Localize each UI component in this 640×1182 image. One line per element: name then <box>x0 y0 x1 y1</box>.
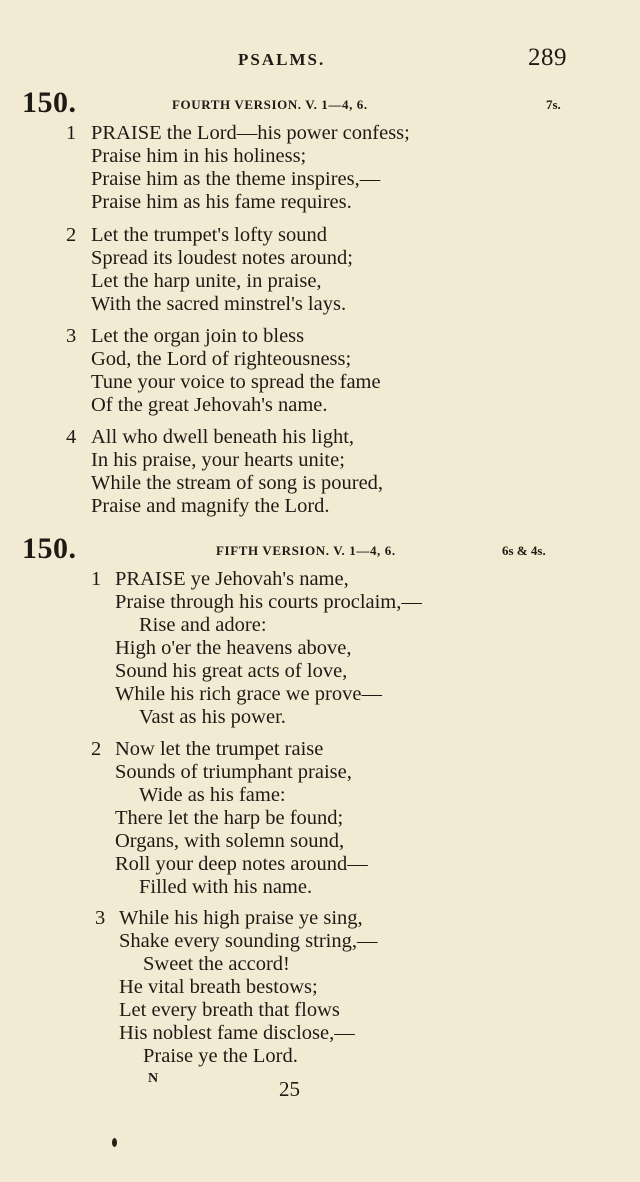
verse-line: While the stream of song is poured, <box>91 472 384 494</box>
verse-line: God, the Lord of righteousness; <box>91 348 352 370</box>
ink-speck <box>112 1138 117 1147</box>
verse-line: Sweet the accord! <box>143 953 290 975</box>
stanza-number: 2 <box>66 224 77 246</box>
verse-line: Roll your deep notes around— <box>115 853 368 875</box>
verse-line: Rise and adore: <box>139 614 267 636</box>
verse-line: Vast as his power. <box>139 706 286 728</box>
verse-line: While his rich grace we prove— <box>115 683 382 705</box>
verse-line: Filled with his name. <box>139 876 313 898</box>
verse-line: He vital breath bestows; <box>119 976 318 998</box>
verse-line: Let every breath that flows <box>119 999 340 1021</box>
verse-line: PRAISE ye Jehovah's name, <box>115 568 349 590</box>
verse-line: Wide as his fame: <box>139 784 286 806</box>
version-title: FIFTH VERSION. V. 1—4, 6. <box>216 543 396 558</box>
verse-line: High o'er the heavens above, <box>115 637 352 659</box>
verse-line: Tune your voice to spread the fame <box>91 371 381 393</box>
page-number: 289 <box>528 44 567 71</box>
verse-line: Praise and magnify the Lord. <box>91 495 330 517</box>
psalm-number: 150. <box>22 86 77 119</box>
stanza-number: 3 <box>66 325 77 347</box>
psalm-number: 150. <box>22 532 77 565</box>
verse-line: Praise him in his holiness; <box>91 145 307 167</box>
running-header <box>0 44 640 74</box>
verse-line: With the sacred minstrel's lays. <box>91 293 347 315</box>
meter-label: 6s & 4s. <box>502 543 546 558</box>
stanza-number: 1 <box>91 568 102 590</box>
verse-line: Of the great Jehovah's name. <box>91 394 328 416</box>
version-title: FOURTH VERSION. V. 1—4, 6. <box>172 97 368 112</box>
verse-line: Now let the trumpet raise <box>115 738 324 760</box>
hymn-heading <box>0 532 640 566</box>
verse-line: Praise him as his fame requires. <box>91 191 352 213</box>
stanza-number: 3 <box>95 907 106 929</box>
folio-number: 25 <box>279 1077 300 1101</box>
verse-line: Praise ye the Lord. <box>143 1045 298 1067</box>
verse-line: While his high praise ye sing, <box>119 907 363 929</box>
verse-line: Praise through his courts proclaim,— <box>115 591 422 613</box>
stanza-number: 2 <box>91 738 102 760</box>
verse-line: Sounds of triumphant praise, <box>115 761 352 783</box>
verse-line: Sound his great acts of love, <box>115 660 348 682</box>
verse-line: Spread its loudest notes around; <box>91 247 353 269</box>
stanza-number: 1 <box>66 122 77 144</box>
verse-line: There let the harp be found; <box>115 807 344 829</box>
meter-label: 7s. <box>546 97 561 112</box>
verse-line: Let the trumpet's lofty sound <box>91 224 327 246</box>
signature-mark: N <box>148 1071 159 1086</box>
verse-line: All who dwell beneath his light, <box>91 426 355 448</box>
verse-line: Praise him as the theme inspires,— <box>91 168 381 190</box>
verse-line: His noblest fame disclose,— <box>119 1022 355 1044</box>
running-title: PSALMS. <box>238 50 326 69</box>
verse-line: Organs, with solemn sound, <box>115 830 345 852</box>
stanza-number: 4 <box>66 426 77 448</box>
verse-line: Let the organ join to bless <box>91 325 305 347</box>
verse-line: Shake every sounding string,— <box>119 930 378 952</box>
verse-line: PRAISE the Lord—his power confess; <box>91 122 410 144</box>
verse-line: Let the harp unite, in praise, <box>91 270 322 292</box>
verse-line: In his praise, your hearts unite; <box>91 449 345 471</box>
hymn-heading <box>0 86 640 120</box>
